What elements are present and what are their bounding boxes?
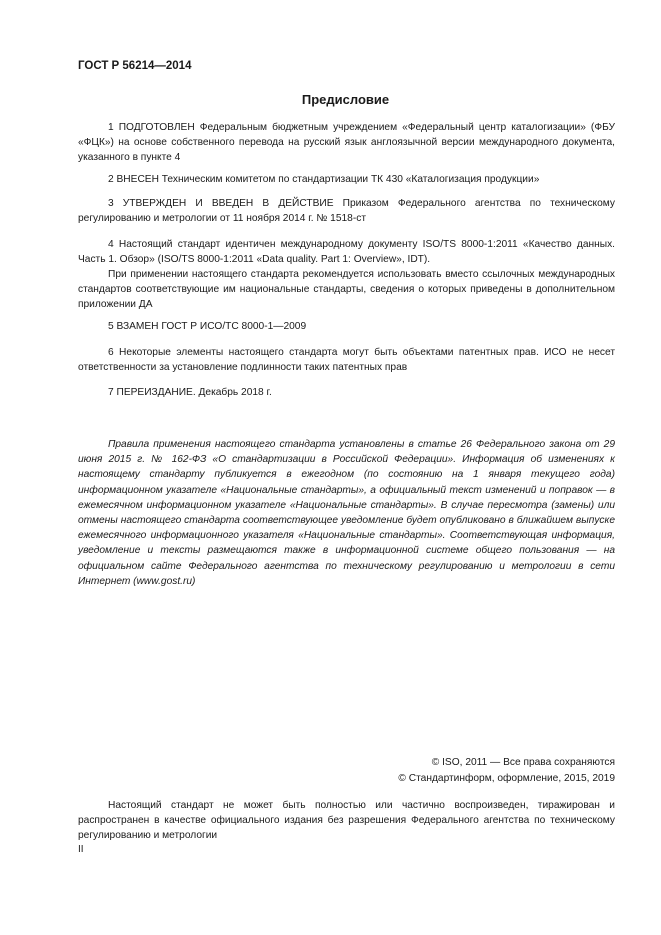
foreword-item-4: 4 Настоящий стандарт идентичен международному документу ISO/TS 8000-1:2011 «Качество данных. Часть 1. Обзор» (ISO/TS 8000-1:2011 «Data quality. Part 1: Overview», IDT). <box>78 239 615 266</box>
standartinform-copyright: © Стандартинформ, оформление, 2015, 2019 <box>398 773 615 784</box>
page-number: II <box>78 844 84 855</box>
foreword-item-3: 3 УТВЕРЖДЕН И ВВЕДЕН В ДЕЙСТВИЕ Приказом Федерального агентства по техническому регулированию и метрологии от 11 ноября 2014 г. № 1518-ст <box>78 198 615 225</box>
foreword-item-5: 5 ВЗАМЕН ГОСТ Р ИСО/ТС 8000-1—2009 <box>108 321 307 332</box>
reproduction-notice: Настоящий стандарт не может быть полностью или частично воспроизведен, тиражирован и распространен в качестве официального издания без разрешения Федерального агентства по техническому регулированию и метрологии <box>78 800 615 842</box>
foreword-item-6: 6 Некоторые элементы настоящего стандарта могут быть объектами патентных прав. ИСО не несет ответственности за установление подлинности таких патентных прав <box>78 347 615 374</box>
standard-usage-notice: Правила применения настоящего стандарта установлены в статье 26 Федерального закона от 29 июня 2015 г. № 162-ФЗ «О стандартизации в Российской Федерации». Информация об изменениях к настоящему стандарту публикуется в ежегодном (по состоянию на 1 января текущего года) информационном указателе «Национальные стандарты», а официальный текст изменений и поправок — в ежемесячном информационном указателе «Национальные стандарты». В случае пересмотра (замены) или отмены настоящего стандарта соответствующее уведомление будет опубликовано в ближайшем выпуске ежемесячного информационного указателя «Национальные стандарты». Соответствующая информация, уведомление и тексты размещаются также в информационной системе общего пользования — на официальном сайте Федерального агентства по техническому регулированию и метрологии в сети Интернет (www.gost.ru) <box>78 439 615 587</box>
document-code: ГОСТ Р 56214—2014 <box>78 60 192 72</box>
foreword-item-1: 1 ПОДГОТОВЛЕН Федеральным бюджетным учреждением «Федеральный центр каталогизации» (ФБУ «ФЦК») на основе собственного перевода на русский язык англоязычной версии международного документа, указанного в пункте 4 <box>78 122 615 164</box>
iso-copyright: © ISO, 2011 — Все права сохраняются <box>431 757 615 768</box>
foreword-item-7: 7 ПЕРЕИЗДАНИЕ. Декабрь 2018 г. <box>108 387 272 398</box>
foreword-item-4-note: При применении настоящего стандарта рекомендуется использовать вместо ссылочных международных стандартов соответствующие им национальные стандарты, сведения о которых приведены в дополнительном приложении ДА <box>78 269 615 311</box>
page-title: Предисловие <box>301 92 390 107</box>
foreword-item-2: 2 ВНЕСЕН Техническим комитетом по стандартизации ТК 430 «Каталогизация продукции» <box>108 174 540 185</box>
